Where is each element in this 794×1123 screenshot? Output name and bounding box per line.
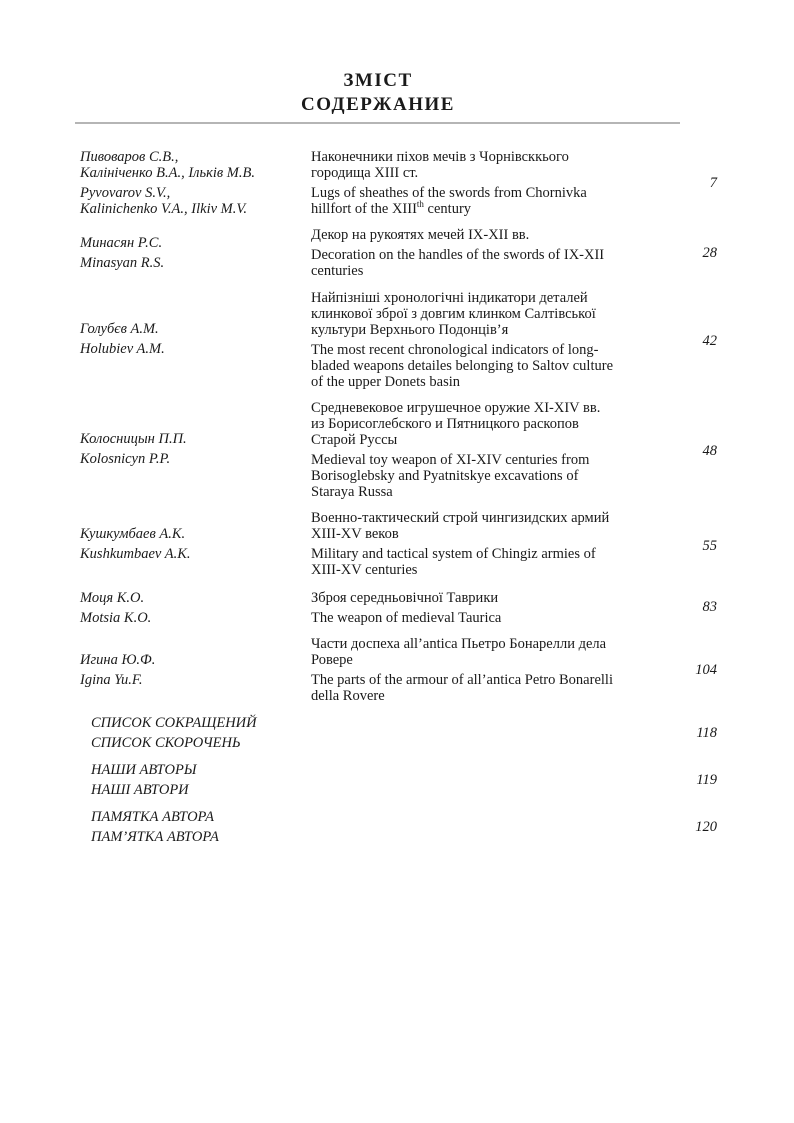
title-line: Части доспеха all’antica Пьетро Бонарелли дела: [311, 636, 607, 652]
title-en: [311, 672, 651, 704]
back-matter-label-uk: ПАМ’ЯТКА АВТОРА: [91, 829, 219, 845]
back-matter-label-ru: НАШИ АВТОРЫ: [91, 762, 197, 778]
authors-native: [80, 652, 305, 668]
authors-en: [80, 672, 305, 688]
author-line: Motsia K.O.: [80, 610, 152, 626]
title-line: Средневековое игрушечное оружие XI-XIV вв.: [311, 400, 601, 416]
title-line: The most recent chronological indicators of long-: [311, 342, 599, 358]
back-matter-labels: [91, 807, 219, 847]
title-line: Декор на рукоятях мечей IX-XII вв.: [311, 227, 530, 243]
authors-en: [80, 451, 305, 467]
entry-titles: [311, 227, 651, 279]
page-number: 48: [702, 443, 717, 459]
authors-native: [80, 235, 305, 251]
author-line: Кушкумбаев А.К.: [80, 526, 186, 542]
authors-native: [80, 431, 305, 447]
page-number: 28: [702, 245, 717, 261]
title-line: Military and tactical system of Chingiz armies of: [311, 546, 596, 562]
authors-en: [80, 255, 305, 271]
title-line: of the upper Donets basin: [311, 374, 460, 390]
title-line: Staraya Russa: [311, 484, 393, 500]
page-number: 118: [696, 725, 717, 741]
title-line: Наконечники піхов мечів з Чорнівсккього: [311, 149, 569, 165]
authors-en: [80, 185, 305, 217]
author-line: Минасян Р.С.: [80, 235, 163, 251]
page-number: 120: [695, 819, 717, 835]
title-line: культури Верхнього Подонців’я: [311, 322, 509, 338]
title-line: Borisoglebsky and Pyatnitskye excavations of: [311, 468, 579, 484]
back-matter-label-ru: СПИСОК СОКРАЩЕНИЙ: [91, 715, 257, 731]
title-en: [311, 185, 651, 217]
author-line: Игина Ю.Ф.: [80, 652, 156, 668]
title-line: [311, 201, 651, 217]
entry-titles: [311, 149, 651, 217]
author-line: Kushkumbaev A.K.: [80, 546, 191, 562]
title-line: bladed weapons detailes belonging to Saltov culture: [311, 358, 614, 374]
entry-authors: [80, 590, 305, 626]
title-line: из Борисоглебского и Пятницкого раскопов: [311, 416, 579, 432]
author-line: Minasyan R.S.: [80, 255, 165, 271]
author-line: Колосницын П.П.: [80, 431, 187, 447]
header-divider: [75, 122, 680, 124]
author-line: Пивоваров С.В.,: [80, 149, 179, 165]
title-line: centuries: [311, 263, 364, 279]
author-line: Голубєв А.М.: [80, 321, 159, 337]
author-line: Igina Yu.F.: [80, 672, 143, 688]
entry-titles: [311, 636, 651, 704]
title-en: [311, 546, 651, 578]
entry-authors: [80, 235, 305, 271]
title-line: Medieval toy weapon of XI-XIV centuries from: [311, 452, 590, 468]
entry-titles: [311, 400, 651, 500]
author-line: Holubiev A.M.: [80, 341, 165, 357]
page-number: 42: [702, 333, 717, 349]
entry-authors: [80, 652, 305, 688]
authors-en: [80, 546, 305, 562]
page-number: 7: [709, 175, 717, 191]
title-line: della Rovere: [311, 688, 385, 704]
title-native: [311, 227, 651, 243]
entry-titles: [311, 510, 651, 578]
entry-titles: [311, 290, 651, 390]
authors-native: [80, 149, 305, 181]
title-line: Найпізніші хронологічні індикатори деталей: [311, 290, 588, 306]
title-line: Ровере: [311, 652, 353, 668]
authors-native: [80, 590, 305, 606]
entry-authors: [80, 321, 305, 357]
title-native: [311, 590, 651, 606]
ordinal-superscript: th: [416, 199, 424, 210]
title-line: Decoration on the handles of the swords of IX-XII: [311, 247, 605, 263]
author-line: Калініченко В.А., Ільків М.В.: [80, 165, 255, 181]
title-line: XIII-XV centuries: [311, 562, 418, 578]
authors-native: [80, 321, 305, 337]
title-line: городища XIII ст.: [311, 165, 419, 181]
back-matter-label-ru: ПАМЯТКА АВТОРА: [91, 809, 214, 825]
title-line: Lugs of sheathes of the swords from Chornivka: [311, 185, 587, 201]
title-text: hillfort of the XIII: [311, 201, 417, 217]
page-number: 104: [695, 662, 717, 678]
page-number: 55: [702, 538, 717, 554]
entry-authors: [80, 431, 305, 467]
back-matter-label-uk: СПИСОК СКОРОЧЕНЬ: [91, 735, 241, 751]
title-line: Военно-тактический строй чингизидских армий: [311, 510, 610, 526]
title-line: XIII-XV веков: [311, 526, 399, 542]
title-line: Зброя середньовічної Таврики: [311, 590, 499, 606]
entry-authors: [80, 526, 305, 562]
title-line: The weapon of medieval Taurica: [311, 610, 502, 626]
contents-title-ru: СОДЕРЖАНИЕ: [301, 94, 455, 115]
entry-titles: [311, 590, 651, 626]
title-native: [311, 510, 651, 542]
title-text: century: [423, 201, 472, 217]
back-matter-labels: [91, 760, 196, 800]
authors-en: [80, 341, 305, 357]
title-native: [311, 149, 651, 181]
title-line: The parts of the armour of all’antica Petro Bonarelli: [311, 672, 613, 688]
author-line: Pyvovarov S.V.,: [80, 185, 171, 201]
author-line: Kolosnicyn P.P.: [80, 451, 171, 467]
back-matter-label-uk: НАШІ АВТОРИ: [91, 782, 189, 798]
entry-authors: [80, 149, 305, 217]
title-line: Старой Руссы: [311, 432, 398, 448]
authors-native: [80, 526, 305, 542]
contents-title-uk: ЗМІСТ: [343, 70, 413, 91]
authors-en: [80, 610, 305, 626]
title-en: [311, 342, 651, 390]
back-matter-labels: [91, 713, 257, 753]
title-en: [311, 247, 651, 279]
title-native: [311, 636, 651, 668]
title-line: клинкової зброї з довгим клинком Салтівської: [311, 306, 596, 322]
title-en: [311, 452, 651, 500]
author-line: Моця К.О.: [80, 590, 145, 606]
page-number: 119: [696, 772, 717, 788]
title-native: [311, 400, 651, 448]
title-native: [311, 290, 651, 338]
page-number: 83: [702, 599, 717, 615]
title-en: [311, 610, 651, 626]
author-line: Kalinichenko V.A., Ilkiv M.V.: [80, 201, 247, 217]
